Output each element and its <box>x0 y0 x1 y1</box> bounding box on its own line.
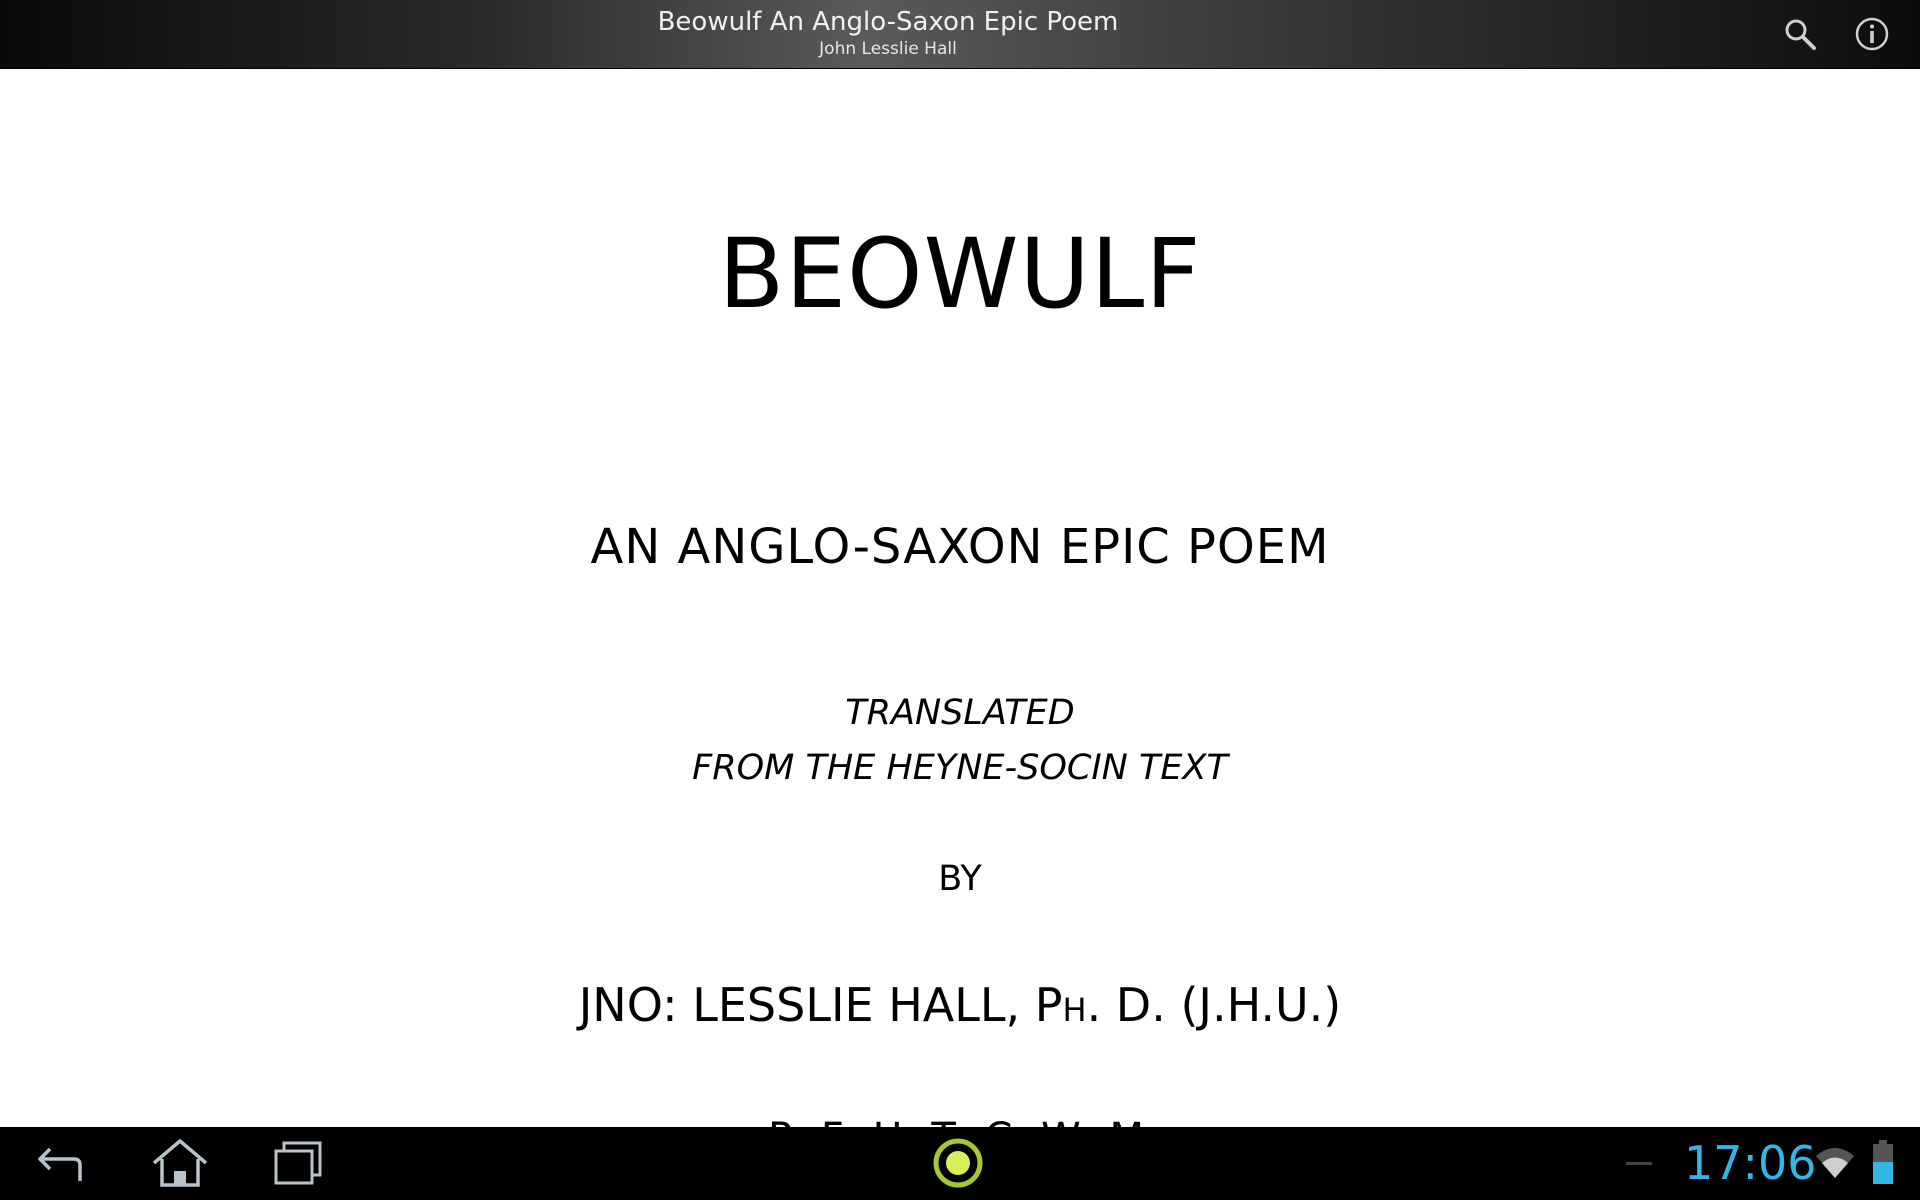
app-indicator-icon <box>932 1137 984 1189</box>
recent-apps-icon <box>270 1139 326 1187</box>
app-indicator-button[interactable] <box>918 1135 998 1191</box>
reader-page[interactable] <box>0 69 1920 1127</box>
search-icon <box>1782 16 1818 52</box>
author-main: JNO: LESSLIE HALL, P <box>578 978 1063 1032</box>
author-small-caps: H <box>1062 991 1087 1029</box>
info-icon <box>1854 16 1890 52</box>
by-line: BY <box>938 859 982 899</box>
home-icon <box>148 1137 212 1189</box>
battery-icon <box>1872 1140 1894 1186</box>
back-button[interactable] <box>20 1135 100 1191</box>
notification-dash-icon <box>1626 1162 1652 1166</box>
title-block <box>0 6 1776 60</box>
source-text-line: FROM THE HEYNE-SOCIN TEXT <box>692 748 1228 788</box>
page-title: BEOWULF <box>718 218 1202 330</box>
book-title-bar: Beowulf An Anglo-Saxon Epic Poem <box>657 7 1119 37</box>
search-button[interactable] <box>1778 12 1822 56</box>
author-degree: . D. (J.H.U.) <box>1086 978 1342 1032</box>
author-line <box>0 977 1920 1038</box>
wifi-icon <box>1814 1144 1856 1180</box>
back-icon <box>32 1139 88 1187</box>
page-subtitle: AN ANGLO-SAXON EPIC POEM <box>590 519 1330 575</box>
home-button[interactable] <box>140 1135 220 1191</box>
system-nav-bar <box>0 1127 1920 1200</box>
action-bar <box>0 0 1920 69</box>
translated-line: TRANSLATED <box>845 693 1075 733</box>
status-clock: 17:06 <box>1684 1136 1817 1190</box>
book-author-bar: John Lesslie Hall <box>819 39 957 59</box>
recent-apps-button[interactable] <box>258 1135 338 1191</box>
info-button[interactable] <box>1850 12 1894 56</box>
